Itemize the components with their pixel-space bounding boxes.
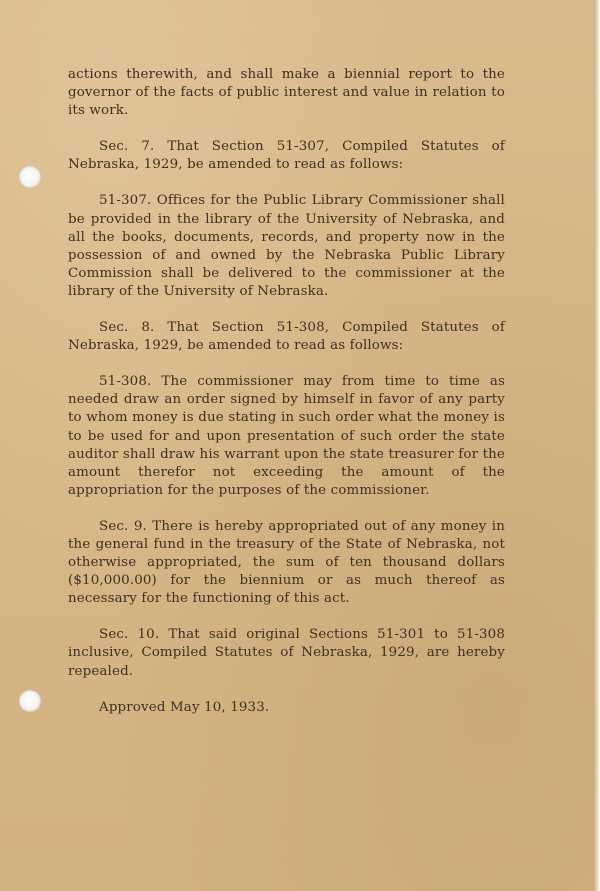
statute-text — [68, 66, 505, 735]
page-edge — [594, 0, 600, 891]
paragraph-51-308: 51-308. The commissioner may from time to time as needed draw an order signed by himself in favor of any party to whom money is due stating in such order what the money is to be used for and upon presentation of such order the state auditor shall draw his warrant upon the state treasurer for the amount therefor not exceeding the amount of the appropriation for the purposes of the commissioner. — [68, 374, 505, 498]
paragraph-sec-9: Sec. 9. There is hereby appropriated out of any money in the general fund in the treasury of the State of Nebraska, not otherwise appropriated, the sum of ten thousand dollars ($10,000.00) for the biennium or as much thereof as necessary for the functioning of this act. — [68, 518, 505, 607]
punch-hole-top — [19, 166, 41, 188]
approval-date: Approved May 10, 1933. — [99, 699, 270, 715]
paragraph-sec-10: Sec. 10. That said original Sections 51-301 to 51-308 inclusive, Compiled Statutes of Nebraska, 1929, are hereby repealed. — [68, 627, 505, 679]
paragraph-51-307: 51-307. Offices for the Public Library Commissioner shall be provided in the library of the University of Nebraska, and all the books, documents, records, and property now in the possession of and owned by the Nebraska Public Library Commission shall be delivered to the commissioner at the library of the University of Nebraska. — [68, 193, 505, 299]
paragraph-sec-7: Sec. 7. That Section 51-307, Compiled Statutes of Nebraska, 1929, be amended to read as follows: — [68, 139, 505, 173]
punch-hole-bottom — [19, 690, 41, 712]
paragraph-sec-8: Sec. 8. That Section 51-308, Compiled Statutes of Nebraska, 1929, be amended to read as follows: — [68, 320, 505, 354]
paragraph-continuation: actions therewith, and shall make a biennial report to the governor of the facts of public interest and value in relation to its work. — [68, 67, 505, 119]
